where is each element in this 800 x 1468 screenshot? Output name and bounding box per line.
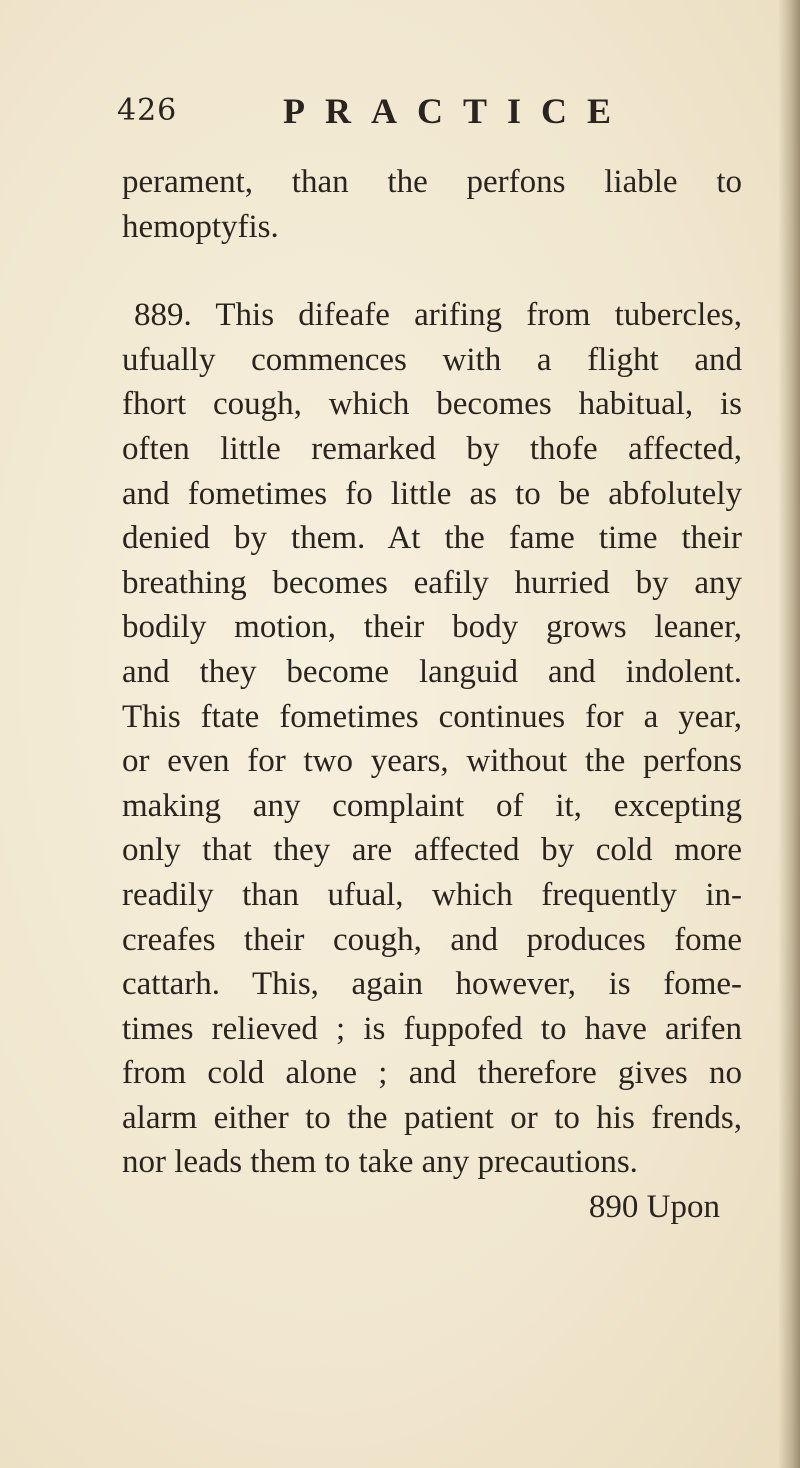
text-line: This ftate fometimes continues for a year, [122, 698, 742, 735]
text-line: only that they are affected by cold more [122, 832, 742, 869]
text-line: readily than ufual, which frequently in- [122, 876, 742, 913]
running-head-title: PRACTICE [283, 91, 632, 131]
text-line: creafes their cough, and produces fome [122, 921, 742, 958]
text-line: bodily motion, their body grows leaner, [122, 609, 742, 646]
running-head [117, 88, 677, 134]
text-line: and they become languid and indolent. [122, 653, 742, 690]
text-line: from cold alone ; and therefore gives no [122, 1055, 742, 1092]
page-number: 426 [117, 93, 178, 128]
paragraph-continuation [122, 160, 742, 249]
text-line: 889. This difeafe arifing from tubercles, [134, 297, 742, 334]
paragraph-889 [122, 293, 742, 1185]
text-line: and fometimes fo little as to be abfolutely [122, 475, 742, 512]
text-line: times relieved ; is fuppofed to have arifen [122, 1010, 742, 1047]
text-line: breathing becomes eafily hurried by any [122, 564, 742, 601]
text-line: denied by them. At the fame time their [122, 520, 742, 557]
paragraph-gap [122, 249, 742, 293]
text-line: fhort cough, which becomes habitual, is [122, 386, 742, 423]
text-line: ufually commences with a flight and [122, 341, 742, 378]
text-line: nor leads them to take any precautions. [122, 1144, 638, 1181]
page-edge-shadow [778, 0, 800, 1468]
catchword: 890 Upon [588, 1189, 720, 1226]
text-line: hemoptyfis. [122, 208, 279, 245]
text-line: perament, than the perfons liable to [122, 164, 742, 200]
text-line: making any complaint of it, excepting [122, 787, 742, 824]
text-line: or even for two years, without the perfons [122, 743, 742, 780]
text-line: often little remarked by thofe affected, [122, 430, 742, 467]
body-text [122, 160, 742, 1230]
text-line: alarm either to the patient or to his frends, [122, 1099, 742, 1136]
text-line: cattarh. This, again however, is fome- [122, 966, 742, 1003]
